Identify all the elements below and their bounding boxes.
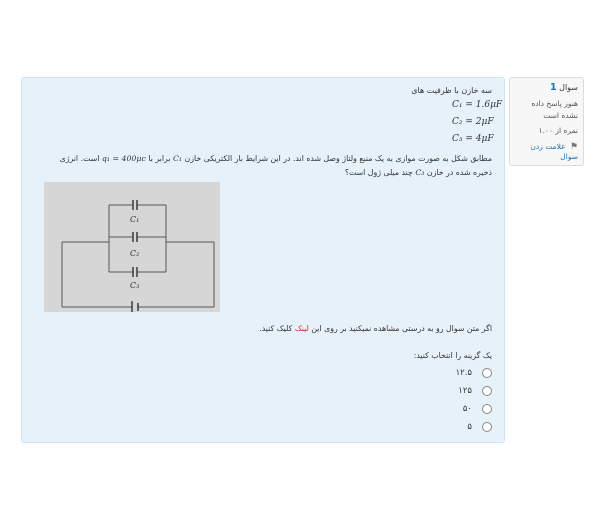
link-notice-after: کلیک کنید. [259, 324, 293, 333]
radio-button[interactable] [482, 386, 492, 396]
answer-prompt: یک گزینه را انتخاب کنید: [413, 351, 492, 360]
option-label[interactable]: ۵ [467, 422, 472, 432]
question-grade: نمره از ۱.۰۰ [538, 126, 578, 135]
equation-c2: C₂ = 2μF [452, 117, 494, 127]
question-panel [21, 77, 505, 443]
option-label[interactable]: ۱۲۵ [458, 386, 472, 396]
figure-label-c1: C₁ [130, 215, 140, 224]
answer-option[interactable] [450, 386, 492, 396]
text-segment: برابر با [148, 154, 171, 163]
question-link[interactable]: لینک [294, 324, 309, 333]
equation-c1: C₁ = 1.6μF [452, 100, 503, 110]
link-notice-before: اگر متن سوال رو به درستی مشاهده نمیکنید بر روی این [311, 324, 492, 333]
question-intro: سه خازن با ظرفیت های [411, 86, 492, 95]
math-c3: C₃ [415, 168, 425, 177]
answer-option[interactable] [450, 404, 492, 414]
question-number [515, 82, 578, 93]
question-state: هنوز پاسخ داده نشده است [531, 99, 578, 120]
flag-label: علامت زدن سوال [530, 142, 578, 161]
text-segment: است. انرژی [59, 154, 100, 163]
equation-c3: C₃ = 4μF [452, 134, 494, 144]
link-notice [259, 324, 492, 333]
figure-label-c2: C₂ [130, 249, 140, 258]
circuit-svg [44, 182, 220, 312]
math-c1: C₁ [172, 154, 183, 163]
math-q1: q₁ = 400μc [101, 154, 146, 163]
radio-button[interactable] [482, 404, 492, 414]
text-segment: ذخیره شده در خازن [426, 168, 492, 177]
radio-button[interactable] [482, 368, 492, 378]
flag-icon: ⚑ [569, 142, 578, 152]
question-label: سوال [559, 83, 578, 92]
question-text-line-2 [345, 168, 492, 177]
radio-button[interactable] [482, 422, 492, 432]
figure-label-c3: C₃ [130, 281, 140, 290]
option-label[interactable]: ۵۰ [462, 404, 472, 414]
question-text-line-1 [60, 154, 492, 163]
question-number-value: 1 [549, 82, 557, 93]
question-info-box [509, 77, 584, 166]
answer-option[interactable] [450, 368, 492, 378]
text-segment: مطابق شکل به صورت موازی به یک منبع ولتاژ وصل شده اند. در این شرایط بار الکتریکی خازن [184, 154, 492, 163]
text-segment: چند میلی ژول است؟ [344, 168, 413, 177]
circuit-diagram-image [44, 182, 220, 312]
flag-question-link[interactable] [515, 142, 578, 161]
answer-option[interactable] [450, 422, 492, 432]
option-label[interactable]: ۱۲.۵ [455, 368, 472, 378]
